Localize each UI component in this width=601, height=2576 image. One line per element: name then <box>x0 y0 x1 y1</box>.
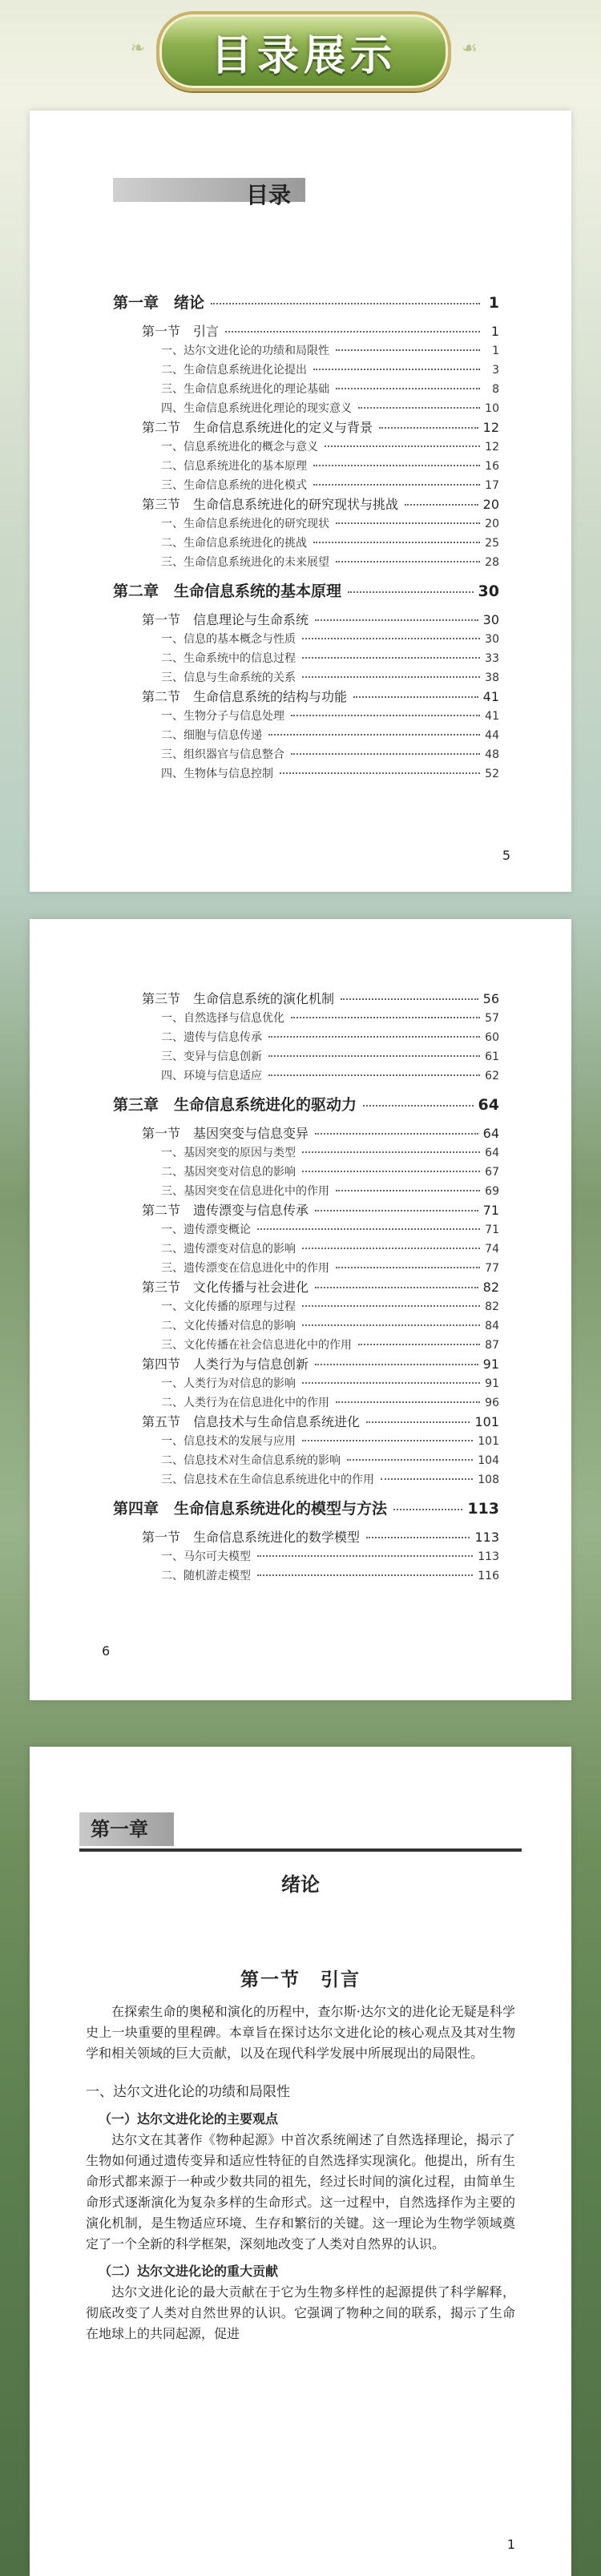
toc-entry-title: 三、生命信息系统进化的未来展望 <box>161 556 329 569</box>
dot-leader <box>268 1055 480 1057</box>
toc-item-row <box>113 630 499 649</box>
dot-leader <box>336 522 480 524</box>
toc-chapter-row <box>113 572 499 611</box>
toc-entry-title: 三、文化传播在社会信息进化中的作用 <box>161 1339 352 1352</box>
toc-entry-page: 91 <box>482 1357 499 1372</box>
dot-leader <box>379 427 478 429</box>
toc-entry-page: 71 <box>485 1223 499 1236</box>
toc-entry-page: 104 <box>478 1454 499 1467</box>
dot-leader <box>302 1382 480 1384</box>
toc-section-row <box>113 1413 499 1432</box>
toc-heading: 目录 <box>246 182 292 208</box>
toc-item-row <box>113 399 499 418</box>
toc-chapter-row <box>113 284 499 322</box>
dot-leader <box>268 1074 480 1076</box>
dot-leader <box>302 1324 480 1326</box>
dot-leader <box>302 657 480 659</box>
toc-entry-title: 二、信息系统进化的基本原理 <box>161 460 307 473</box>
dot-leader <box>347 1459 473 1461</box>
toc-item-row <box>113 437 499 457</box>
toc-entry-title: 三、组织器官与信息整合 <box>161 748 284 761</box>
toc-item-row <box>113 1393 499 1413</box>
toc-entry-title: 三、信息技术在生命信息系统进化中的作用 <box>161 1473 374 1486</box>
toc-entry-title: 二、遗传漂变对信息的影响 <box>161 1243 296 1256</box>
toc-section-row <box>113 1124 499 1143</box>
toc-item-row <box>113 1047 499 1066</box>
dot-leader <box>291 753 480 755</box>
toc-chapter-row <box>113 1490 499 1528</box>
toc-item-row <box>113 1451 499 1470</box>
dot-leader <box>302 1151 480 1153</box>
toc-item-row <box>113 1470 499 1490</box>
toc-entry-title: 二、生命信息系统进化的挑战 <box>161 537 307 550</box>
toc-entry-title: 第一章 绪论 <box>113 294 205 312</box>
toc-item-row <box>113 380 499 399</box>
toc-entry-page: 52 <box>485 768 499 780</box>
toc-entry-page: 77 <box>485 1262 499 1275</box>
dot-leader <box>280 772 480 774</box>
dot-leader <box>302 1248 480 1249</box>
chapter-body <box>86 2002 515 2344</box>
toc-entry-title: 三、基因突变在信息进化中的作用 <box>161 1185 329 1198</box>
toc-entry-title: 一、达尔文进化论的功绩和局限性 <box>161 345 329 357</box>
toc-entry-page: 96 <box>485 1397 499 1409</box>
dot-leader <box>257 1555 473 1557</box>
toc-item-row <box>113 1336 499 1355</box>
toc-item-row <box>113 745 499 764</box>
toc-entry-title: 三、遗传漂变在信息进化中的作用 <box>161 1262 329 1275</box>
toc-entry-title: 一、生物分子与信息处理 <box>161 710 284 723</box>
dot-leader <box>315 1210 478 1211</box>
toc-entry-title: 第二节 遗传漂变与信息传承 <box>142 1203 309 1218</box>
dot-leader <box>225 331 480 333</box>
toc-entry-page: 1 <box>488 294 499 312</box>
chapter-rule <box>79 1848 522 1852</box>
page-number: 5 <box>502 848 510 863</box>
toc-entry-title: 一、遗传漂变概论 <box>161 1223 251 1236</box>
toc-item-row <box>113 553 499 572</box>
banner-title: 目录展示 <box>210 31 397 80</box>
toc-entry-page: 57 <box>485 1012 499 1025</box>
section-title: 第一节 引言 <box>240 1969 361 1990</box>
paragraph: 达尔文进化论的最大贡献在于它为生物多样性的起源提供了科学解释，彻底改变了人类对自然世界的认识。它强调了物种之间的联系，揭示了生命在地球上的共同起源，促进 <box>86 2284 515 2341</box>
dot-leader <box>315 619 478 621</box>
page-number: 1 <box>506 2537 515 2552</box>
page-number: 6 <box>102 1643 111 1659</box>
toc-entry-title: 二、信息技术对生命信息系统的影响 <box>161 1454 341 1467</box>
dot-leader <box>336 349 480 351</box>
dot-leader <box>302 1440 473 1441</box>
toc-entry-title: 三、生命信息系统进化的理论基础 <box>161 383 329 396</box>
toc-entry-title: 第一节 基因突变与信息变异 <box>142 1126 309 1141</box>
toc-entry-page: 12 <box>485 441 499 454</box>
toc-entry-title: 二、遗传与信息传承 <box>161 1031 262 1044</box>
dot-leader <box>315 1287 478 1288</box>
toc-entry-page: 69 <box>485 1185 499 1198</box>
toc-item-row <box>113 668 499 687</box>
toc-item-row <box>113 1066 499 1086</box>
toc-entry-title: 二、生命信息系统进化论提出 <box>161 364 307 377</box>
dot-leader <box>313 369 480 370</box>
dot-leader <box>291 1017 480 1018</box>
ornament-left-icon: ❧ <box>130 38 146 58</box>
dot-leader <box>302 676 480 678</box>
toc-item-row <box>113 476 499 495</box>
toc-entry-title: 第一节 生命信息系统进化的数学模型 <box>142 1530 361 1545</box>
toc-entry-page: 1 <box>492 345 499 357</box>
toc-entry-title: 第二节 生命信息系统的结构与功能 <box>142 689 348 704</box>
dot-leader <box>257 1574 473 1576</box>
toc-entry-title: 第三章 生命信息系统进化的驱动力 <box>113 1096 357 1114</box>
dot-leader <box>358 1344 480 1345</box>
toc-entry-title: 第三节 文化传播与社会进化 <box>142 1280 309 1295</box>
paragraph: 达尔文在其著作《物种起源》中首次系统阐述了自然选择理论，揭示了生物如何通过遗传变异和适应性特征的自然选择实现演化。他提出，所有生命形式都来源于一种或少数共同的祖先，经过长时间的演化过程，由简单生命形式逐渐演化为复杂多样的生命形式。这一过程中，自然选择作为主要的演化机制，是生物适应环境、生存和繁衍的关键。这一理论为生物学领域奠定了一个全新的科学框架，深刻地改变了人类对自然界的认识。 <box>86 2132 515 2251</box>
toc-entry-page: 113 <box>478 1550 499 1563</box>
dot-leader <box>341 998 478 1000</box>
toc-page-1 <box>30 111 571 892</box>
dot-leader <box>302 1171 480 1172</box>
toc-entry-title: 一、自然选择与信息优化 <box>161 1012 284 1025</box>
toc-entry-title: 四、生命信息系统进化理论的现实意义 <box>161 402 352 415</box>
toc-entry-page: 56 <box>482 991 499 1006</box>
toc-item-row <box>113 1547 499 1566</box>
toc-item-row <box>113 1163 499 1182</box>
toc-entry-page: 20 <box>485 518 499 530</box>
toc-item-row <box>113 1009 499 1028</box>
toc-entry-title: 第一节 引言 <box>142 324 220 339</box>
dot-leader <box>302 638 480 639</box>
toc-entry-page: 87 <box>485 1339 499 1352</box>
dot-leader <box>336 561 480 562</box>
dot-leader <box>393 1509 462 1510</box>
toc-item-row <box>113 1374 499 1393</box>
dot-leader <box>366 1421 470 1423</box>
toc-item-row <box>113 1143 499 1163</box>
toc-entry-title: 第四章 生命信息系统进化的模型与方法 <box>113 1500 388 1518</box>
dot-leader <box>353 696 478 698</box>
toc-item-row <box>113 1316 499 1336</box>
toc-entry-page: 41 <box>482 689 499 704</box>
toc-section-row <box>113 1355 499 1374</box>
dot-leader <box>257 1228 480 1230</box>
toc-entry-page: 101 <box>474 1414 499 1429</box>
toc-entry-title: 第三节 生命信息系统进化的研究现状与挑战 <box>142 497 399 512</box>
sub-subsection-heading: （二）达尔文进化论的重大贡献 <box>99 2264 279 2279</box>
toc-entry-page: 101 <box>478 1435 499 1448</box>
toc-section-row <box>113 687 499 707</box>
toc-section-row <box>113 418 499 437</box>
toc-entry-page: 20 <box>482 497 499 512</box>
toc-section-row <box>113 322 499 341</box>
toc-entry-page: 1 <box>490 324 499 339</box>
dot-leader <box>268 1036 480 1038</box>
toc-entry-title: 一、生命信息系统进化的研究现状 <box>161 518 329 530</box>
dot-leader <box>315 1364 478 1365</box>
toc-entry-page: 91 <box>485 1377 499 1390</box>
toc-item-row <box>113 726 499 745</box>
dot-leader <box>313 465 480 466</box>
toc-page-2 <box>30 919 571 1700</box>
ornament-right-icon: ☙ <box>462 38 478 58</box>
toc-item-row <box>113 1259 499 1278</box>
dot-leader <box>336 1190 480 1191</box>
toc-entry-title: 一、信息的基本概念与性质 <box>161 633 296 646</box>
toc-item-row <box>113 649 499 668</box>
toc-entry-page: 113 <box>474 1530 499 1545</box>
toc-entry-page: 82 <box>485 1300 499 1313</box>
toc-item-row <box>113 1240 499 1259</box>
toc-entry-page: 74 <box>485 1243 499 1256</box>
subsection-heading: 一、达尔文进化论的功绩和局限性 <box>86 2084 290 2100</box>
toc-entry-title: 一、马尔可夫模型 <box>161 1550 251 1563</box>
toc-item-row <box>113 1220 499 1240</box>
dot-leader <box>336 1401 480 1403</box>
toc-entry-page: 16 <box>485 460 499 473</box>
toc-item-row <box>113 341 499 361</box>
chapter-title: 绪论 <box>281 1873 320 1896</box>
toc-entry-page: 8 <box>492 383 499 396</box>
toc-entry-page: 60 <box>485 1031 499 1044</box>
toc-entry-title: 一、信息技术的发展与应用 <box>161 1435 296 1448</box>
toc-item-row <box>113 1182 499 1201</box>
dot-leader <box>366 1537 470 1538</box>
toc-entry-title: 一、人类行为对信息的影响 <box>161 1377 296 1390</box>
toc-entry-page: 41 <box>485 710 499 723</box>
toc-entry-page: 12 <box>482 420 499 435</box>
toc-entry-page: 25 <box>485 537 499 550</box>
dot-leader <box>291 715 480 716</box>
toc-entry-title: 第一节 信息理论与生命系统 <box>142 612 309 627</box>
toc-entry-page: 17 <box>485 479 499 492</box>
toc-item-row <box>113 1566 499 1586</box>
dot-leader <box>381 1478 473 1480</box>
dot-leader <box>363 1105 474 1107</box>
toc-entry-page: 61 <box>485 1050 499 1063</box>
toc-entry-page: 30 <box>478 583 499 600</box>
toc-entry-title: 二、随机游走模型 <box>161 1570 251 1582</box>
toc-item-row <box>113 764 499 784</box>
toc-section-row <box>113 1528 499 1547</box>
chapter-page <box>30 1747 571 2576</box>
toc-item-row <box>113 457 499 476</box>
toc-entry-title: 三、变异与信息创新 <box>161 1050 262 1063</box>
dot-leader <box>405 504 478 506</box>
toc-entry-title: 一、基因突变的原因与类型 <box>161 1147 296 1159</box>
toc-entry-title: 二、基因突变对信息的影响 <box>161 1166 296 1179</box>
toc-entry-page: 71 <box>482 1203 499 1218</box>
dot-leader <box>336 388 480 389</box>
toc-entry-page: 108 <box>478 1473 499 1486</box>
toc-entry-page: 67 <box>485 1166 499 1179</box>
toc-entry-title: 四、生物体与信息控制 <box>161 768 273 780</box>
toc-item-row <box>113 534 499 553</box>
toc-entry-title: 第四节 人类行为与信息创新 <box>142 1357 309 1372</box>
toc-entry-page: 28 <box>485 556 499 569</box>
dot-leader <box>268 734 480 736</box>
toc-entry-page: 10 <box>485 402 499 415</box>
toc-section-row <box>113 1278 499 1297</box>
toc-entry-page: 33 <box>485 652 499 665</box>
toc-entry-title: 第二章 生命信息系统的基本原理 <box>113 583 342 600</box>
toc-entry-page: 30 <box>485 633 499 646</box>
toc-chapter-row <box>113 1086 499 1124</box>
toc-entry-title: 四、环境与信息适应 <box>161 1070 262 1082</box>
dot-leader <box>313 484 480 486</box>
toc-section-row <box>113 495 499 514</box>
toc-item-row <box>113 361 499 380</box>
dot-leader <box>211 303 480 304</box>
toc-section-row <box>113 611 499 630</box>
dot-leader <box>302 1305 480 1307</box>
toc-item-row <box>113 1297 499 1316</box>
toc-item-row <box>113 1028 499 1047</box>
header-banner <box>130 11 478 91</box>
toc-entry-page: 84 <box>485 1320 499 1332</box>
toc-entry-page: 48 <box>485 748 499 761</box>
toc-entry-page: 44 <box>485 729 499 742</box>
toc-item-row <box>113 514 499 534</box>
chapter-label: 第一章 <box>79 1812 174 1846</box>
toc-section-row <box>113 1201 499 1220</box>
toc-item-row <box>113 707 499 726</box>
toc-entry-page: 64 <box>478 1096 499 1114</box>
toc-entry-title: 二、细胞与信息传递 <box>161 729 262 742</box>
toc-list <box>113 284 499 784</box>
toc-entry-page: 116 <box>478 1570 499 1582</box>
toc-entry-title: 一、文化传播的原理与过程 <box>161 1300 296 1313</box>
toc-entry-page: 113 <box>467 1500 499 1518</box>
toc-entry-title: 二、人类行为在信息进化中的作用 <box>161 1397 329 1409</box>
toc-section-row <box>113 990 499 1009</box>
toc-entry-title: 三、生命信息系统的进化模式 <box>161 479 307 492</box>
toc-entry-title: 三、信息与生命系统的关系 <box>161 671 296 684</box>
paragraph: 在探索生命的奥秘和演化的历程中，查尔斯·达尔文的进化论无疑是科学史上一块重要的里程碑。本章旨在探讨达尔文进化论的核心观点及其对生物学和相关领域的巨大贡献，以及在现代科学发展中所展现出的局限性。 <box>86 2004 515 2061</box>
dot-leader <box>348 591 474 593</box>
toc-item-row <box>113 1432 499 1451</box>
dot-leader <box>315 1133 478 1135</box>
toc-entry-title: 第二节 生命信息系统进化的定义与背景 <box>142 420 373 435</box>
toc-entry-title: 第三节 生命信息系统的演化机制 <box>142 991 335 1006</box>
toc-entry-page: 64 <box>482 1126 499 1141</box>
sub-subsection-heading: （一）达尔文进化论的主要观点 <box>99 2111 279 2127</box>
toc-entry-page: 3 <box>492 364 499 377</box>
dot-leader <box>325 445 480 447</box>
toc-entry-page: 64 <box>485 1147 499 1159</box>
dot-leader <box>336 1267 480 1268</box>
toc-list <box>113 990 499 1586</box>
toc-entry-page: 82 <box>482 1280 499 1295</box>
toc-entry-page: 62 <box>485 1070 499 1082</box>
toc-entry-title: 第五节 信息技术与生命信息系统进化 <box>142 1414 361 1429</box>
toc-entry-page: 30 <box>482 612 499 627</box>
toc-entry-title: 二、文化传播对信息的影响 <box>161 1320 296 1332</box>
toc-entry-page: 38 <box>485 671 499 684</box>
dot-leader <box>313 542 480 543</box>
toc-entry-title: 一、信息系统进化的概念与意义 <box>161 441 318 454</box>
dot-leader <box>358 407 480 409</box>
toc-entry-title: 二、生命系统中的信息过程 <box>161 652 296 665</box>
